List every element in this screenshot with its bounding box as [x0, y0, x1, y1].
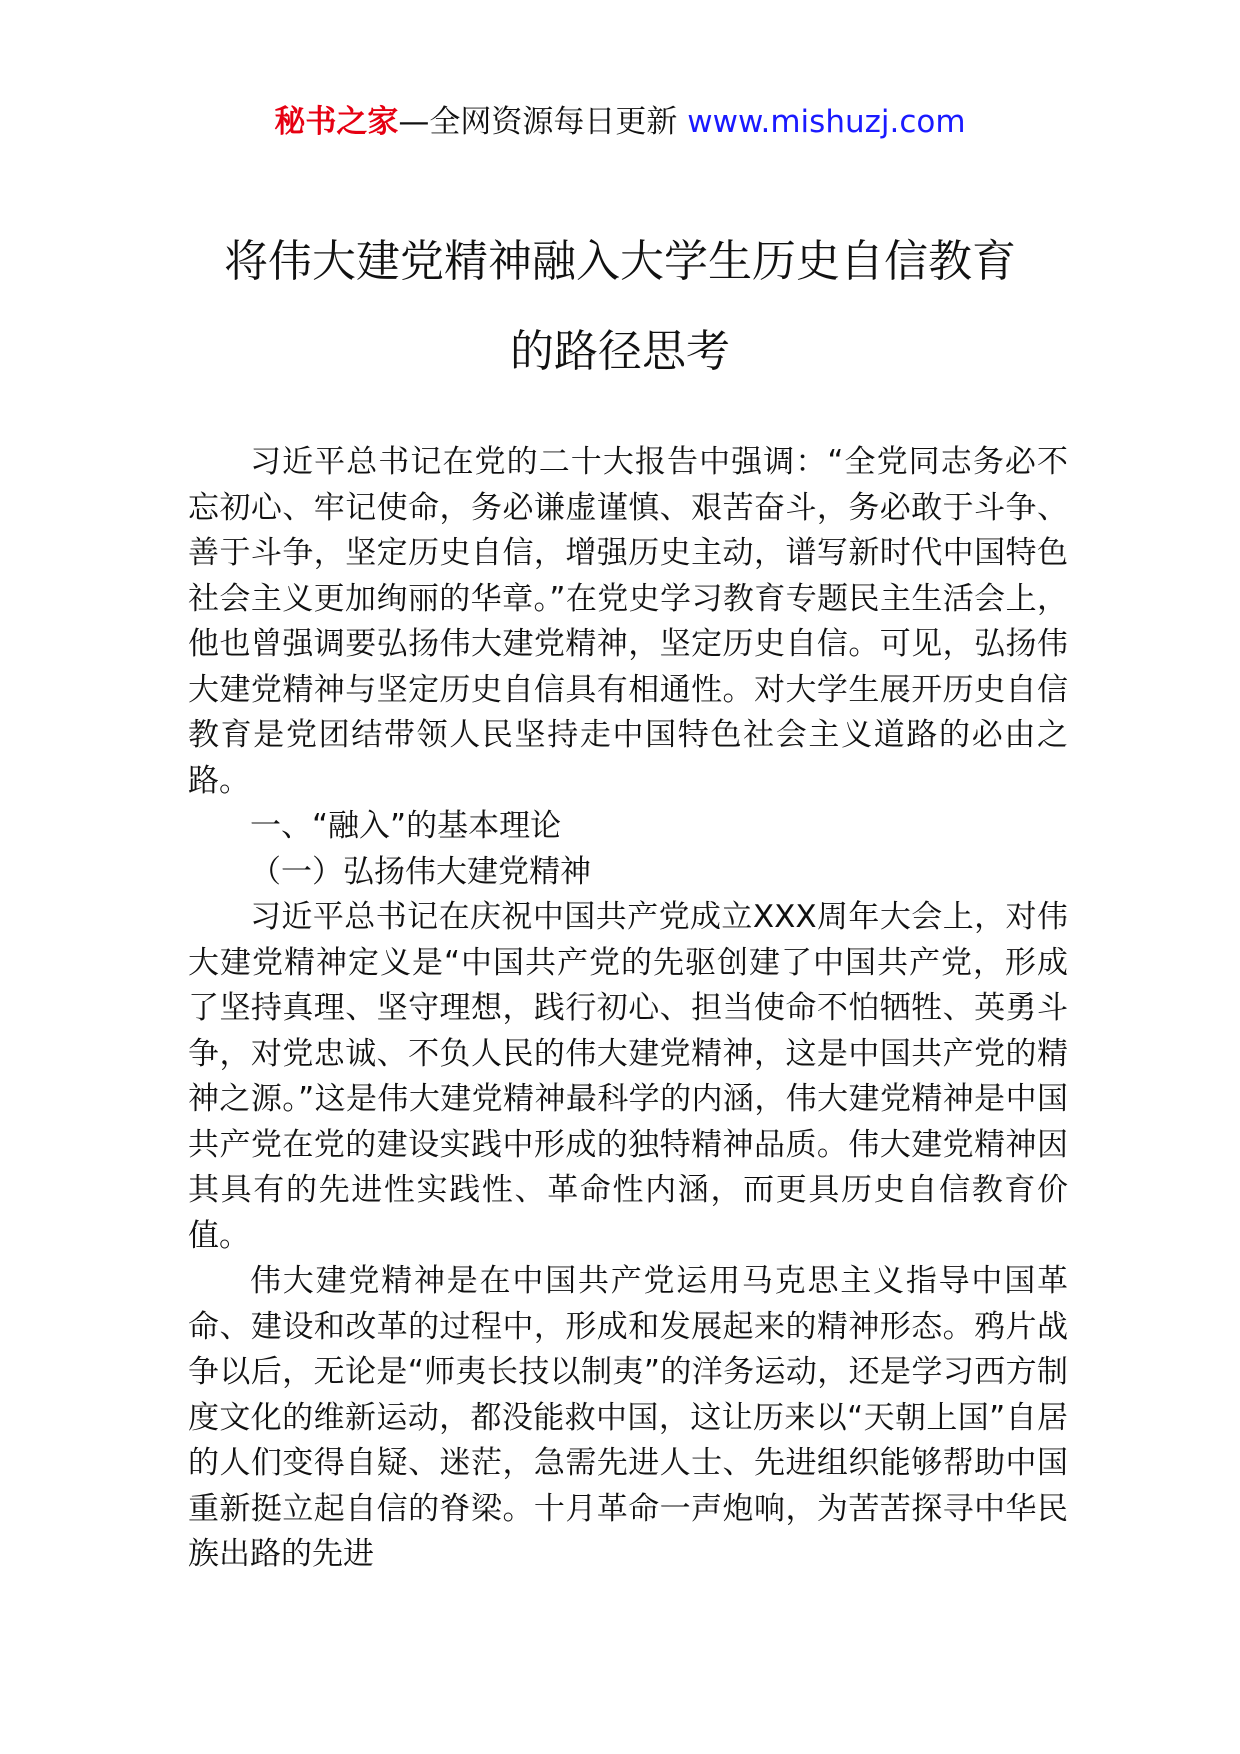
site-url: www.mishuzj.com	[687, 104, 966, 140]
header-tagline: —全网资源每日更新	[398, 104, 688, 140]
document-body	[188, 440, 1068, 1578]
site-header	[0, 100, 1240, 144]
brand-name: 秘书之家	[274, 104, 399, 140]
section-heading: 一、“融入”的基本理论	[250, 808, 562, 844]
paragraph-definition: 习近平总书记在庆祝中国共产党成立XXX周年大会上，对伟大建党精神定义是“中国共产党的先驱创建了中国共产党，形成了坚持真理、坚守理想，践行初心、担当使命不怕牺牲、英勇斗争，对党忠诚、不负人民的伟大建党精神，这是中国共产党的精神之源。”这是伟大建党精神最科学的内涵，伟大建党精神是中国共产党在党的建设实践中形成的独特精神品质。伟大建党精神因其具有的先进性实践性、革命性内涵，而更具历史自信教育价值。	[188, 899, 1068, 1254]
document-title-line-2: 的路径思考	[510, 326, 730, 377]
paragraph-history: 伟大建党精神是在中国共产党运用马克思主义指导中国革命、建设和改革的过程中，形成和发展起来的精神形态。鸦片战争以后，无论是“师夷长技以制夷”的洋务运动，还是学习西方制度文化的维新运动，都没能救中国，这让历来以“天朝上国”自居的人们变得自疑、迷茫，急需先进人士、先进组织能够帮助中国重新挺立起自信的脊梁。十月革命一声炮响，为苦苦探寻中华民族出路的先进	[188, 1263, 1068, 1572]
paragraph-intro: 习近平总书记在党的二十大报告中强调：“全党同志务必不忘初心、牢记使命，务必谦虚谨慎、艰苦奋斗，务必敢于斗争、善于斗争，坚定历史自信，增强历史主动，谱写新时代中国特色社会主义更加绚丽的华章。”在党史学习教育专题民主生活会上，他也曾强调要弘扬伟大建党精神，坚定历史自信。可见，弘扬伟大建党精神与坚定历史自信具有相通性。对大学生展开历史自信教育是党团结带领人民坚持走中国特色社会主义道路的必由之路。	[188, 444, 1068, 799]
document-title-line-1: 将伟大建党精神融入大学生历史自信教育	[224, 236, 1016, 287]
subsection-heading: （一）弘扬伟大建党精神	[250, 853, 591, 890]
